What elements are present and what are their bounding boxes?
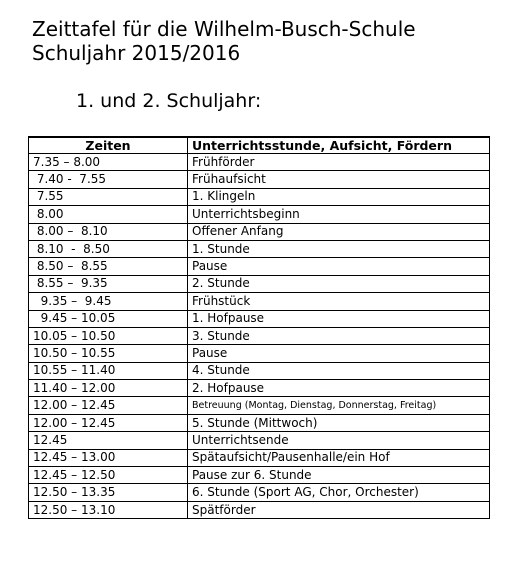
activity-cell: Unterrichtsbeginn bbox=[188, 206, 490, 223]
activity-cell: Betreuung (Montag, Dienstag, Donnerstag, Freitag) bbox=[188, 397, 490, 414]
table-row bbox=[29, 240, 490, 257]
time-cell: 8.55 – 9.35 bbox=[29, 275, 188, 292]
column-header-time: Zeiten bbox=[29, 137, 188, 154]
table-row bbox=[29, 449, 490, 466]
time-cell: 7.35 – 8.00 bbox=[29, 154, 188, 171]
activity-cell: 1. Klingeln bbox=[188, 188, 490, 205]
activity-cell: 5. Stunde (Mittwoch) bbox=[188, 414, 490, 431]
activity-cell: Offener Anfang bbox=[188, 223, 490, 240]
activity-cell: 6. Stunde (Sport AG, Chor, Orchester) bbox=[188, 484, 490, 501]
activity-cell: 1. Hofpause bbox=[188, 310, 490, 327]
table-row bbox=[29, 206, 490, 223]
activity-cell: Spätförder bbox=[188, 501, 490, 518]
table-row bbox=[29, 397, 490, 414]
table-row bbox=[29, 501, 490, 518]
table-row bbox=[29, 432, 490, 449]
activity-cell: 3. Stunde bbox=[188, 327, 490, 344]
time-cell: 7.40 - 7.55 bbox=[29, 171, 188, 188]
table-row bbox=[29, 484, 490, 501]
activity-cell: Spätaufsicht/Pausenhalle/ein Hof bbox=[188, 449, 490, 466]
table-row bbox=[29, 258, 490, 275]
activity-cell: 1. Stunde bbox=[188, 240, 490, 257]
activity-cell: Unterrichtsende bbox=[188, 432, 490, 449]
table-row bbox=[29, 310, 490, 327]
activity-cell: 4. Stunde bbox=[188, 362, 490, 379]
time-cell: 12.50 – 13.35 bbox=[29, 484, 188, 501]
table-row bbox=[29, 293, 490, 310]
table-row bbox=[29, 327, 490, 344]
time-cell: 7.55 bbox=[29, 188, 188, 205]
time-cell: 8.00 – 8.10 bbox=[29, 223, 188, 240]
time-cell: 11.40 – 12.00 bbox=[29, 380, 188, 397]
table-row bbox=[29, 362, 490, 379]
column-header-activity: Unterrichtsstunde, Aufsicht, Fördern bbox=[188, 137, 490, 154]
table-row bbox=[29, 171, 490, 188]
activity-cell: Frühstück bbox=[188, 293, 490, 310]
table-row bbox=[29, 414, 490, 431]
time-cell: 12.45 – 13.00 bbox=[29, 449, 188, 466]
activity-cell: Pause bbox=[188, 258, 490, 275]
time-cell: 8.50 – 8.55 bbox=[29, 258, 188, 275]
time-cell: 8.10 - 8.50 bbox=[29, 240, 188, 257]
document-title: Zeittafel für die Wilhelm-Busch-Schule bbox=[32, 17, 416, 41]
table-row bbox=[29, 380, 490, 397]
schedule-body bbox=[29, 154, 490, 519]
table-row bbox=[29, 154, 490, 171]
school-year-title: Schuljahr 2015/2016 bbox=[32, 41, 241, 65]
time-cell: 12.50 – 13.10 bbox=[29, 501, 188, 518]
time-cell: 12.45 bbox=[29, 432, 188, 449]
time-cell: 9.35 – 9.45 bbox=[29, 293, 188, 310]
table-row bbox=[29, 275, 490, 292]
time-cell: 10.50 – 10.55 bbox=[29, 345, 188, 362]
activity-cell: Pause zur 6. Stunde bbox=[188, 467, 490, 484]
time-cell: 10.55 – 11.40 bbox=[29, 362, 188, 379]
grade-subtitle: 1. und 2. Schuljahr: bbox=[76, 90, 262, 112]
time-cell: 9.45 – 10.05 bbox=[29, 310, 188, 327]
table-row bbox=[29, 467, 490, 484]
activity-cell: 2. Stunde bbox=[188, 275, 490, 292]
activity-cell: 2. Hofpause bbox=[188, 380, 490, 397]
table-row bbox=[29, 223, 490, 240]
schedule-table bbox=[28, 136, 490, 519]
time-cell: 12.00 – 12.45 bbox=[29, 414, 188, 431]
table-row bbox=[29, 345, 490, 362]
time-cell: 12.00 – 12.45 bbox=[29, 397, 188, 414]
activity-cell: Frühförder bbox=[188, 154, 490, 171]
activity-cell: Pause bbox=[188, 345, 490, 362]
time-cell: 12.45 – 12.50 bbox=[29, 467, 188, 484]
time-cell: 10.05 – 10.50 bbox=[29, 327, 188, 344]
activity-cell: Frühaufsicht bbox=[188, 171, 490, 188]
table-header-row bbox=[29, 137, 490, 154]
time-cell: 8.00 bbox=[29, 206, 188, 223]
table-row bbox=[29, 188, 490, 205]
